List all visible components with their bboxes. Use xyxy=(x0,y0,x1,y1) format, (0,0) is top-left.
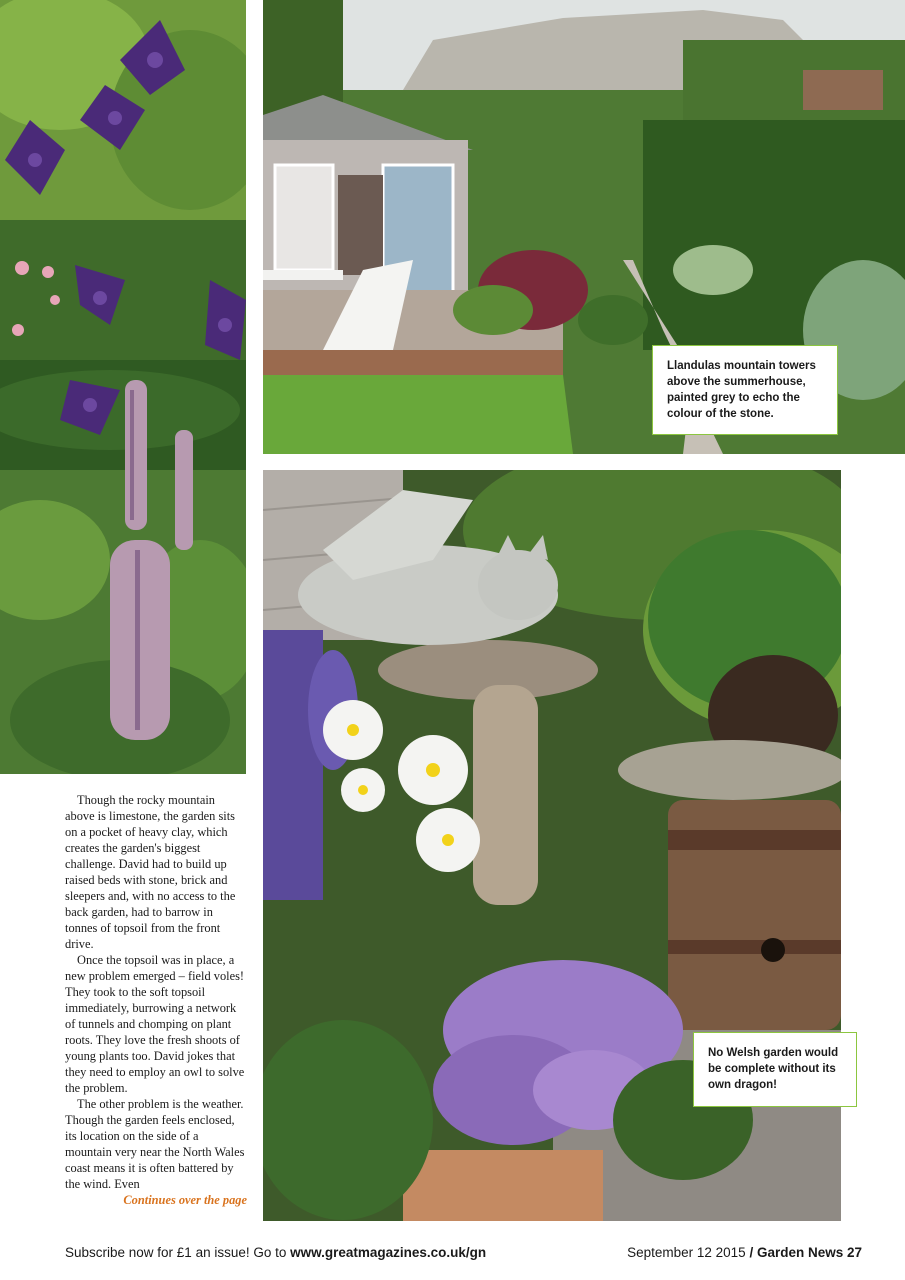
footer-subscribe-text: Subscribe now for £1 an issue! Go to xyxy=(65,1245,291,1260)
caption-summerhouse: Llandulas mountain towers above the summerhouse, painted grey to echo the colour of the stone. xyxy=(652,345,838,435)
photo-dragon-statue xyxy=(263,470,841,1221)
photo-clematis-acanthus xyxy=(0,0,246,774)
article-paragraph-3: The other problem is the weather. Though the garden feels enclosed, its location on the side of a mountain very near the North Wales coast means it is often battered by the wind. Even xyxy=(65,1097,245,1191)
footer-page-info xyxy=(627,1245,862,1260)
footer-publication: / Garden News 27 xyxy=(749,1245,862,1260)
article-body xyxy=(65,792,247,1208)
footer-url: www.greatmagazines.co.uk/gn xyxy=(290,1245,487,1260)
caption-dragon: No Welsh garden would be complete without its own dragon! xyxy=(693,1032,857,1107)
article-paragraph-2: Once the topsoil was in place, a new problem emerged – field voles! They took to the soft topsoil immediately, burrowing a network of tunnels and chomping on plant roots. They love the fresh shoots of young plants too. David jokes that they need to employ an owl to solve the problem. xyxy=(65,953,245,1095)
footer-subscribe xyxy=(65,1245,486,1260)
footer-date: September 12 2015 xyxy=(627,1245,750,1260)
article-paragraph-1: Though the rocky mountain above is limestone, the garden sits on a pocket of heavy clay, which creates the garden's biggest challenge. David had to build up raised beds with stone, brick and sleepers and, with no access to the back garden, had to barrow in tonnes of topsoil from the front drive. xyxy=(65,793,236,951)
continues-link: Continues over the page xyxy=(123,1193,247,1207)
